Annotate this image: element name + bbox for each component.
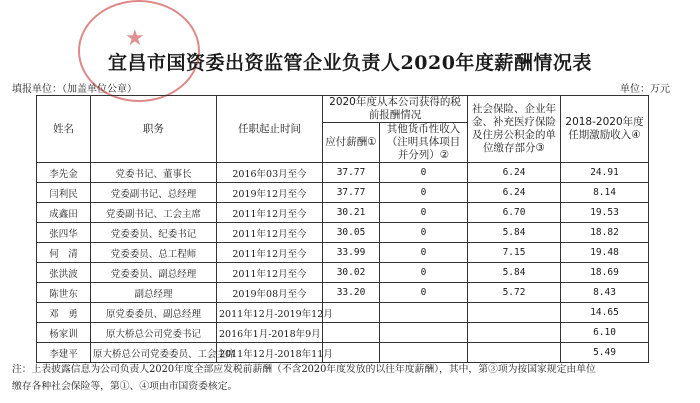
header-position: 职务 [91,96,217,163]
cell-incentive: 5.49 [561,343,649,363]
salary-table [36,95,649,363]
page-title: 宜昌市国资委出资监管企业负责人2020年度薪酬情况表 [108,52,592,74]
cell-term: 2019年12月至今 [217,183,323,203]
cell-term: 2016年1月-2018年9月 [217,323,323,343]
cell-name: 成鑫田 [37,203,91,223]
cell-term: 2011年12月至今 [217,223,323,243]
filler-unit-label: 填报单位：（加盖单位公章） [12,84,137,95]
cell-other: 0 [380,243,468,263]
cell-term: 2011年12月至今 [217,243,323,263]
cell-other: 0 [380,283,468,303]
cell-other: 0 [380,203,468,223]
cell-name: 闫利民 [37,183,91,203]
header-incentive: 2018-2020年度任期激励收入④ [561,96,649,163]
cell-incentive: 14.65 [561,303,649,323]
cell-term: 2016年03月至今 [217,163,323,183]
header-other-income: 其他货币性收入（注明具体项目并分列）② [380,123,468,163]
cell-insurance: 7.15 [468,243,561,263]
header-pretax-group: 2020年度从本公司获得的税前报酬情况 [323,96,468,123]
cell-term: 2011年12月至今 [217,203,323,223]
cell-salary: 30.05 [323,223,380,243]
table-row [37,223,649,243]
table-row [37,283,649,303]
header-insurance: 社会保险、企业年金、补充医疗保险及住房公积金的单位缴存部分③ [468,96,561,163]
currency-unit-label: 单位：万元 [620,84,670,95]
table-row [37,243,649,263]
cell-term: 2011年12月-2018年11月 [217,343,323,363]
cell-incentive: 8.14 [561,183,649,203]
cell-position: 党委副书记、工会主席 [91,203,217,223]
seal-star-icon: ★ [125,26,145,51]
footnote-line-1: 注：上表披露信息为公司负责人2020年度全部应发税前薪酬（不含2020年度发放的以往年度薪酬），其中，第③项为按国家规定由单位 [12,364,596,375]
cell-insurance [468,343,561,363]
cell-salary: 30.21 [323,203,380,223]
cell-name: 何 清 [37,243,91,263]
cell-insurance [468,323,561,343]
cell-name: 张四华 [37,223,91,243]
cell-other [380,343,468,363]
cell-insurance: 5.84 [468,223,561,243]
cell-incentive: 6.10 [561,323,649,343]
header-name: 姓名 [37,96,91,163]
cell-other: 0 [380,163,468,183]
cell-name: 张洪波 [37,263,91,283]
cell-other [380,323,468,343]
table-row [37,163,649,183]
table-row [37,203,649,223]
cell-salary: 33.99 [323,243,380,263]
cell-term: 2011年12月至今 [217,263,323,283]
cell-term: 2011年12月-2019年12月 [217,303,323,323]
cell-name: 陈世东 [37,283,91,303]
cell-salary: 37.77 [323,183,380,203]
cell-salary [323,323,380,343]
table-row [37,183,649,203]
cell-name: 李建平 [37,343,91,363]
cell-position: 党委委员、总工程师 [91,243,217,263]
cell-other: 0 [380,183,468,203]
cell-incentive: 8.43 [561,283,649,303]
footnote [12,361,677,395]
cell-position: 党委书记、董事长 [91,163,217,183]
cell-insurance: 6.24 [468,183,561,203]
cell-insurance: 6.70 [468,203,561,223]
cell-incentive: 19.48 [561,243,649,263]
cell-salary: 33.20 [323,283,380,303]
cell-name: 李先金 [37,163,91,183]
cell-incentive: 19.53 [561,203,649,223]
cell-position: 副总经理 [91,283,217,303]
cell-position: 原大桥总公司党委委员、工会主席 [91,343,217,363]
header-salary: 应付薪酬① [323,123,380,163]
cell-term: 2019年08月至今 [217,283,323,303]
cell-insurance: 5.84 [468,263,561,283]
header-term: 任职起止时间 [217,96,323,163]
cell-name: 邓 勇 [37,303,91,323]
footnote-line-2: 缴存各种社会保险等，第①、④项由市国资委核定。 [12,381,238,392]
cell-position: 原大桥总公司党委书记 [91,323,217,343]
cell-insurance: 5.72 [468,283,561,303]
table-row [37,343,649,363]
table-row [37,323,649,343]
cell-incentive: 18.69 [561,263,649,283]
cell-other: 0 [380,223,468,243]
cell-incentive: 24.91 [561,163,649,183]
cell-position: 原党委委员、副总经理 [91,303,217,323]
cell-salary: 30.02 [323,263,380,283]
cell-salary: 37.77 [323,163,380,183]
table-body [37,163,649,363]
cell-position: 党委委员、纪委书记 [91,223,217,243]
cell-other: 0 [380,263,468,283]
cell-insurance [468,303,561,323]
cell-position: 党委副书记、总经理 [91,183,217,203]
cell-name: 杨家训 [37,323,91,343]
cell-other [380,303,468,323]
cell-incentive: 18.82 [561,223,649,243]
cell-position: 党委委员、副总经理 [91,263,217,283]
cell-insurance: 6.24 [468,163,561,183]
table-row [37,303,649,323]
table-row [37,263,649,283]
